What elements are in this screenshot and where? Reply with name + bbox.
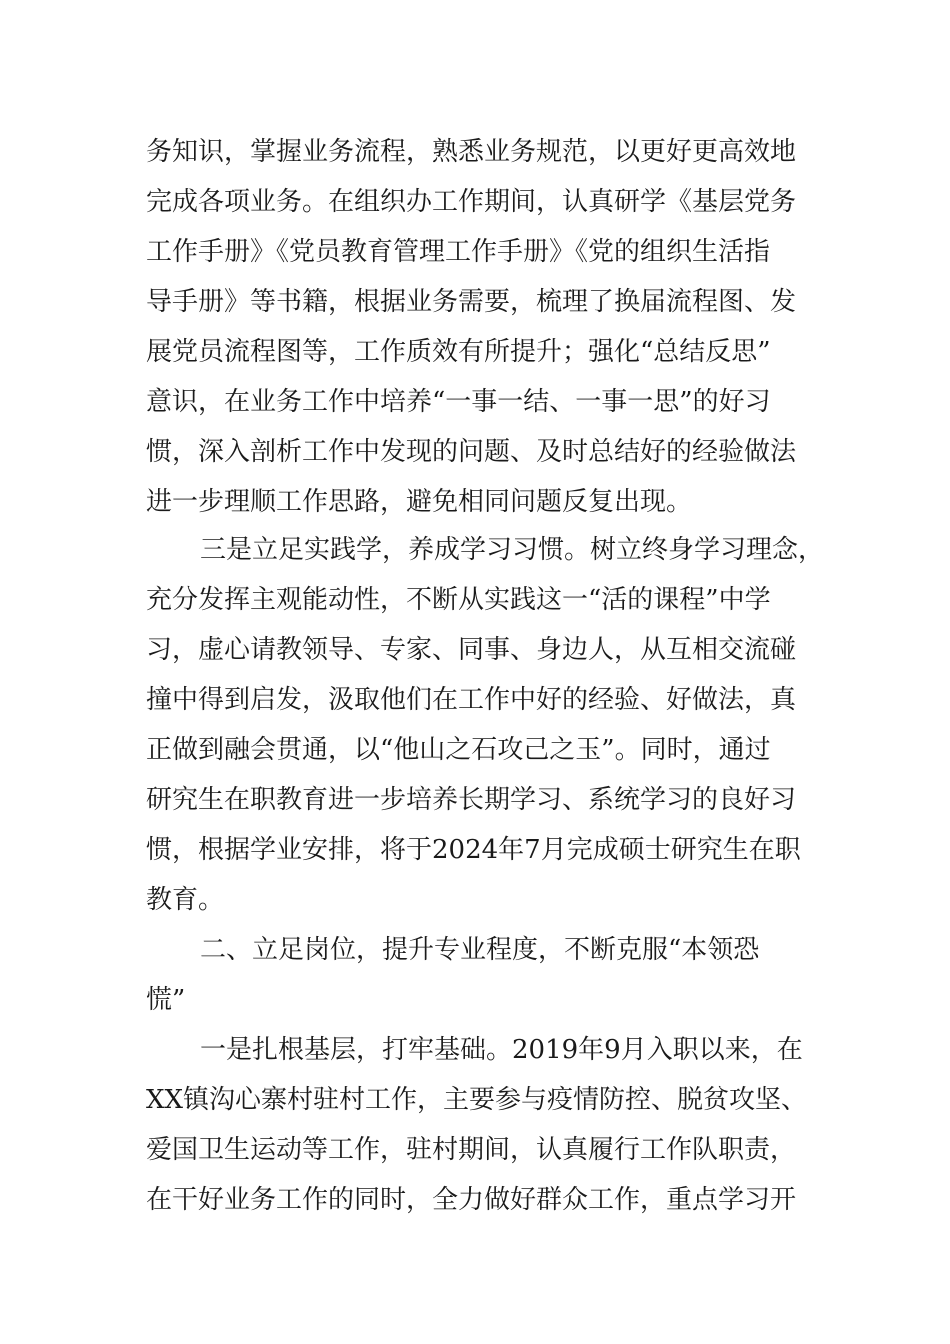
text-line: 务知识，掌握业务流程，熟悉业务规范，以更好更高效地: [146, 137, 797, 167]
text-line: 惯，深入剖析工作中发现的问题、及时总结好的经验做法: [146, 437, 797, 467]
text-line: 习，虚心请教领导、专家、同事、身边人，从互相交流碰: [146, 635, 797, 665]
text-line: 在干好业务工作的同时，全力做好群众工作，重点学习开: [146, 1185, 797, 1215]
text-line: 进一步理顺工作思路，避免相同问题反复出现。: [146, 487, 693, 517]
text-line: 教育。: [146, 885, 225, 915]
section-heading: 二、立足岗位，提升专业程度，不断克服“本领恐: [200, 935, 760, 965]
paragraph-first-line: 三是立足实践学，养成学习习惯。树立终身学习理念，: [200, 535, 825, 565]
text-line: 正做到融会贯通，以“他山之石攻己之玉”。同时，通过: [146, 735, 771, 765]
text-line: XX镇沟心寨村驻村工作，主要参与疫情防控、脱贫攻坚、: [146, 1085, 808, 1115]
paragraph-first-line: 一是扎根基层，打牢基础。2019年9月入职以来，在: [200, 1035, 803, 1065]
text-line: 撞中得到启发，汲取他们在工作中好的经验、好做法，真: [146, 685, 797, 715]
text-line: 工作手册》《党员教育管理工作手册》《党的组织生活指: [146, 237, 771, 267]
text-line: 爱国卫生运动等工作，驻村期间，认真履行工作队职责，: [146, 1135, 797, 1165]
text-line: 研究生在职教育进一步培养长期学习、系统学习的良好习: [146, 785, 797, 815]
text-line: 意识，在业务工作中培养“一事一结、一事一思”的好习: [146, 387, 771, 417]
text-line: 充分发挥主观能动性，不断从实践这一“活的课程”中学: [146, 585, 771, 615]
text-line: 惯，根据学业安排，将于2024年7月完成硕士研究生在职: [146, 835, 801, 865]
text-line: 展党员流程图等，工作质效有所提升；强化“总结反思”: [146, 337, 771, 367]
text-line: 完成各项业务。在组织办工作期间，认真研学《基层党务: [146, 187, 797, 217]
section-heading-continued: 慌”: [146, 985, 186, 1015]
text-line: 导手册》等书籍，根据业务需要，梳理了换届流程图、发: [146, 287, 797, 317]
